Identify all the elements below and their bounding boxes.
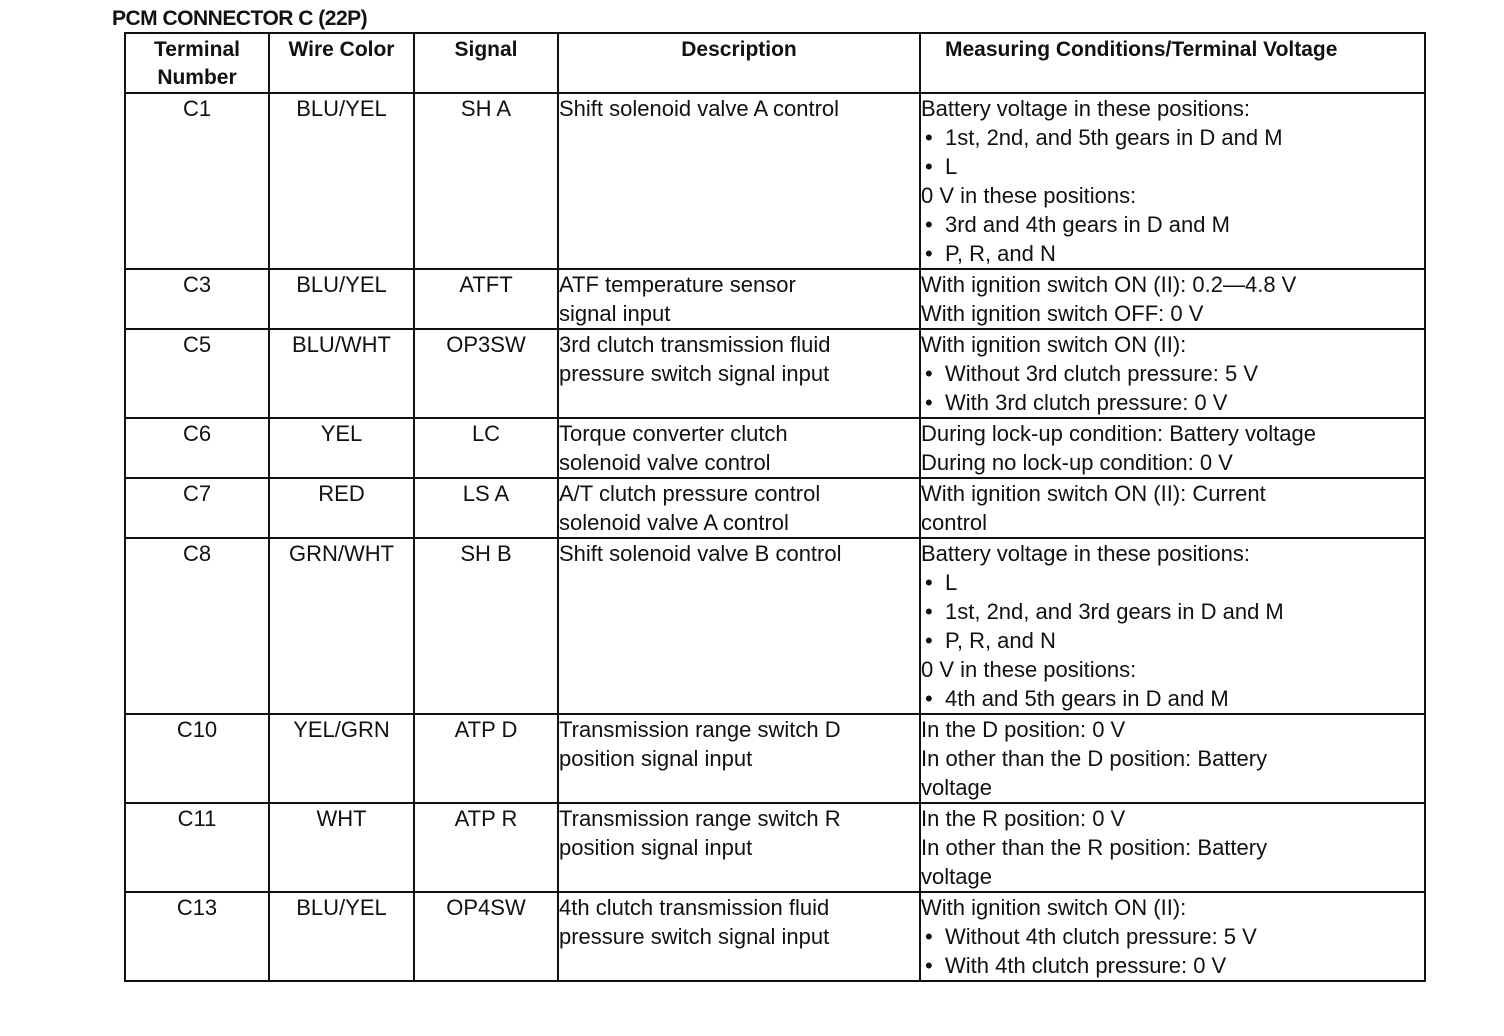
description-line: Torque converter clutch xyxy=(559,421,788,446)
wire-color-cell: RED xyxy=(269,478,414,538)
description-line: pressure switch signal input xyxy=(559,924,830,949)
condition-text: L xyxy=(945,154,958,179)
signal-cell: LC xyxy=(414,418,558,478)
bullet-icon: • xyxy=(925,686,933,711)
description-line: Transmission range switch D xyxy=(559,717,841,742)
condition-line: voltage xyxy=(921,864,992,889)
condition-bullet-item xyxy=(921,152,1424,181)
signal-cell: LS A xyxy=(414,478,558,538)
conditions-cell xyxy=(920,803,1425,892)
description-line: Transmission range switch R xyxy=(559,806,841,831)
bullet-icon: • xyxy=(925,154,933,179)
condition-bullet-item xyxy=(921,210,1424,239)
header-number-line: Number xyxy=(157,66,237,89)
condition-line: 0 V in these positions: xyxy=(921,183,1137,208)
condition-line: Battery voltage in these positions: xyxy=(921,541,1250,566)
terminal-cell: C6 xyxy=(125,418,269,478)
condition-bullet-item xyxy=(921,922,1424,951)
table-row xyxy=(125,803,1425,892)
condition-line: With ignition switch ON (II): xyxy=(921,332,1187,357)
signal-cell: ATFT xyxy=(414,269,558,329)
bullet-icon: • xyxy=(925,241,933,266)
condition-text: P, R, and N xyxy=(945,628,1056,653)
table-row xyxy=(125,418,1425,478)
signal-cell: OP3SW xyxy=(414,329,558,418)
bullet-icon: • xyxy=(925,924,933,949)
condition-text: 1st, 2nd, and 3rd gears in D and M xyxy=(945,599,1284,624)
description-line: Shift solenoid valve B control xyxy=(559,541,842,566)
header-description: Description xyxy=(558,33,920,93)
conditions-cell xyxy=(920,892,1425,981)
header-signal: Signal xyxy=(414,33,558,93)
description-line: solenoid valve A control xyxy=(559,510,789,535)
terminal-cell: C1 xyxy=(125,93,269,269)
condition-bullet-item xyxy=(921,388,1424,417)
bullet-icon: • xyxy=(925,212,933,237)
signal-cell: ATP R xyxy=(414,803,558,892)
condition-line: In other than the D position: Battery xyxy=(921,746,1268,771)
bullet-icon: • xyxy=(925,361,933,386)
description-line: position signal input xyxy=(559,746,753,771)
terminal-cell: C3 xyxy=(125,269,269,329)
condition-line: In other than the R position: Battery xyxy=(921,835,1268,860)
condition-line: control xyxy=(921,510,988,535)
conditions-cell xyxy=(920,93,1425,269)
signal-cell: ATP D xyxy=(414,714,558,803)
condition-bullet-item xyxy=(921,951,1424,980)
description-line: position signal input xyxy=(559,835,753,860)
description-cell xyxy=(558,714,920,803)
condition-line: During no lock-up condition: 0 V xyxy=(921,450,1233,475)
terminal-cell: C13 xyxy=(125,892,269,981)
condition-line: voltage xyxy=(921,775,992,800)
signal-cell: OP4SW xyxy=(414,892,558,981)
condition-line: With ignition switch ON (II): xyxy=(921,895,1187,920)
conditions-cell xyxy=(920,714,1425,803)
condition-text: 4th and 5th gears in D and M xyxy=(945,686,1229,711)
condition-text: Without 3rd clutch pressure: 5 V xyxy=(945,361,1259,386)
conditions-cell xyxy=(920,538,1425,714)
condition-bullet-item xyxy=(921,684,1424,713)
terminal-cell: C5 xyxy=(125,329,269,418)
conditions-cell xyxy=(920,329,1425,418)
description-line: signal input xyxy=(559,301,671,326)
description-line: solenoid valve control xyxy=(559,450,771,475)
table-row xyxy=(125,329,1425,418)
wire-color-cell: YEL xyxy=(269,418,414,478)
bullet-icon: • xyxy=(925,570,933,595)
bullet-icon: • xyxy=(925,599,933,624)
terminal-cell: C10 xyxy=(125,714,269,803)
wire-color-cell: BLU/YEL xyxy=(269,892,414,981)
condition-text: L xyxy=(945,570,958,595)
description-line: ATF temperature sensor xyxy=(559,272,796,297)
condition-text: P, R, and N xyxy=(945,241,1056,266)
table-row xyxy=(125,478,1425,538)
bullet-icon: • xyxy=(925,628,933,653)
bullet-icon: • xyxy=(925,953,933,978)
signal-cell: SH B xyxy=(414,538,558,714)
terminal-cell: C7 xyxy=(125,478,269,538)
conditions-cell xyxy=(920,269,1425,329)
condition-text: Without 4th clutch pressure: 5 V xyxy=(945,924,1257,949)
description-line: 3rd clutch transmission fluid xyxy=(559,332,831,357)
description-cell xyxy=(558,269,920,329)
table-row xyxy=(125,714,1425,803)
wire-color-cell: BLU/YEL xyxy=(269,93,414,269)
wire-color-cell: WHT xyxy=(269,803,414,892)
condition-bullet-item xyxy=(921,239,1424,268)
description-line: 4th clutch transmission fluid xyxy=(559,895,830,920)
signal-cell: SH A xyxy=(414,93,558,269)
description-cell xyxy=(558,329,920,418)
wire-color-cell: BLU/YEL xyxy=(269,269,414,329)
header-terminal-number xyxy=(125,33,269,93)
description-line: pressure switch signal input xyxy=(559,361,830,386)
table-row xyxy=(125,93,1425,269)
condition-bullet-item xyxy=(921,359,1424,388)
condition-bullet-item xyxy=(921,626,1424,655)
terminal-cell: C8 xyxy=(125,538,269,714)
description-cell xyxy=(558,93,920,269)
condition-line: With ignition switch ON (II): 0.2—4.8 V xyxy=(921,272,1297,297)
terminal-cell: C11 xyxy=(125,803,269,892)
description-cell xyxy=(558,478,920,538)
condition-line: In the R position: 0 V xyxy=(921,806,1126,831)
description-cell xyxy=(558,538,920,714)
condition-line: With ignition switch OFF: 0 V xyxy=(921,301,1204,326)
header-row xyxy=(125,33,1425,93)
wire-color-cell: YEL/GRN xyxy=(269,714,414,803)
connector-table xyxy=(124,32,1426,982)
condition-line: During lock-up condition: Battery voltage xyxy=(921,421,1316,446)
condition-bullet-item xyxy=(921,568,1424,597)
condition-text: With 4th clutch pressure: 0 V xyxy=(945,953,1227,978)
bullet-icon: • xyxy=(925,125,933,150)
condition-text: With 3rd clutch pressure: 0 V xyxy=(945,390,1228,415)
page-title: PCM CONNECTOR C (22P) xyxy=(112,7,368,30)
wire-color-cell: GRN/WHT xyxy=(269,538,414,714)
wire-color-cell: BLU/WHT xyxy=(269,329,414,418)
table-row xyxy=(125,892,1425,981)
condition-bullet-item xyxy=(921,123,1424,152)
description-cell xyxy=(558,803,920,892)
description-line: A/T clutch pressure control xyxy=(559,481,821,506)
condition-bullet-item xyxy=(921,597,1424,626)
condition-line: In the D position: 0 V xyxy=(921,717,1126,742)
condition-text: 3rd and 4th gears in D and M xyxy=(945,212,1230,237)
header-conditions: Measuring Conditions/Terminal Voltage xyxy=(920,33,1425,93)
conditions-cell xyxy=(920,418,1425,478)
condition-line: 0 V in these positions: xyxy=(921,657,1137,682)
description-line: Shift solenoid valve A control xyxy=(559,96,840,121)
conditions-cell xyxy=(920,478,1425,538)
bullet-icon: • xyxy=(925,390,933,415)
description-cell xyxy=(558,418,920,478)
condition-line: Battery voltage in these positions: xyxy=(921,96,1250,121)
table-row xyxy=(125,538,1425,714)
table-row xyxy=(125,269,1425,329)
description-cell xyxy=(558,892,920,981)
condition-line: With ignition switch ON (II): Current xyxy=(921,481,1266,506)
header-terminal-line: Terminal xyxy=(154,38,240,61)
header-wire-color: Wire Color xyxy=(269,33,414,93)
condition-text: 1st, 2nd, and 5th gears in D and M xyxy=(945,125,1283,150)
